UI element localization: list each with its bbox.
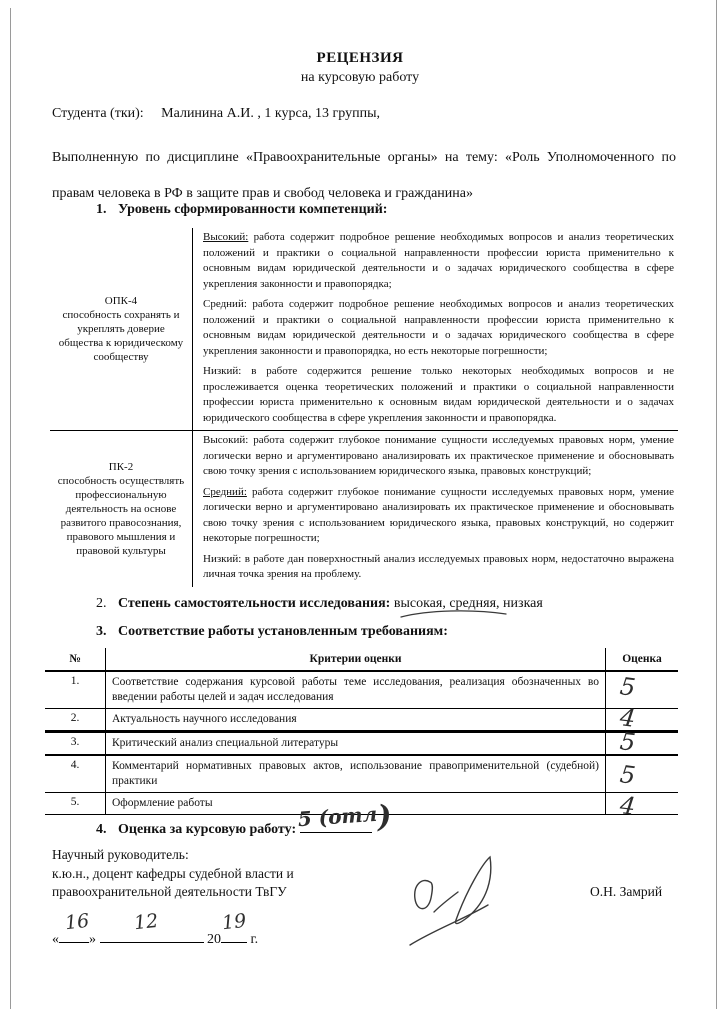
student-value: Малинина А.И. , 1 курса, 13 группы,	[161, 106, 380, 121]
level-label: Низкий:	[203, 552, 242, 565]
section-2-number: 2.	[96, 596, 107, 611]
table-row	[50, 431, 678, 587]
row-number: 1.	[45, 671, 106, 709]
table-header-row	[45, 648, 678, 671]
table-row	[50, 228, 678, 431]
level-paragraph	[203, 485, 674, 547]
handwritten-year: 19	[220, 909, 248, 935]
date-month-blank	[100, 909, 204, 943]
scan-border-left	[10, 8, 11, 1009]
level-label: Низкий:	[203, 365, 242, 377]
level-label: Средний:	[203, 485, 247, 498]
section-1-title: Уровень сформированности компетенций:	[118, 202, 388, 217]
section-1-heading	[96, 202, 387, 218]
discipline-paragraph: Выполненную по дисциплине «Правоохранительные органы» на тему: «Роль Уполномоченного по правам человека в РФ в защите прав и свобод человека и гражданина»	[52, 150, 676, 201]
score-cell	[606, 703, 679, 733]
row-number: 5.	[45, 793, 106, 815]
competency-code: ПК-2	[108, 460, 134, 473]
open-quote: «	[52, 932, 59, 947]
competency-code-cell	[50, 228, 193, 431]
section-4-number: 4.	[96, 822, 107, 837]
competency-code-cell	[50, 431, 193, 587]
title-block	[0, 48, 720, 88]
close-quote: »	[89, 932, 96, 947]
student-line	[52, 106, 676, 122]
supervisor-line1: к.ю.н., доцент кафедры судебной власти и	[52, 865, 294, 881]
level-text: работа содержит подробное решение необходимых вопросов и анализ теоретических положений и практики о социальной направленности профессии юриста применительно к основным видам юридической деятельности и о задачах юридического сообщества в сфере укрепления законности и правопорядка, но есть некоторые погрешности;	[203, 298, 674, 357]
section-1-number: 1.	[96, 202, 107, 217]
criterion-text: Соответствие содержания курсовой работы теме исследования, реализация обозначенных во введении работы целей и задач исследования	[106, 671, 606, 709]
level-text: работа содержит глубокое понимание сущности исследуемых правовых норм, умение логически верно и аргументировано анализировать их практическое применение и обосновывать свою точку зрения с использованием юридического языка, правовых конструкций, но содержит некоторые погрешности;	[203, 485, 675, 544]
handwritten-score: 5	[618, 727, 637, 757]
level-paragraph	[203, 433, 674, 480]
table-row	[45, 671, 678, 709]
student-label: Студента (тки):	[52, 106, 144, 121]
year-unit: г.	[250, 932, 259, 947]
criterion-text: Комментарий нормативных правовых актов, использование правоприменительной (судебной) практики	[106, 755, 606, 793]
date-day-blank	[59, 909, 91, 943]
table-row	[45, 732, 678, 756]
criterion-text: Оформление работы	[106, 793, 606, 815]
competency-levels-cell	[193, 431, 679, 587]
score-cell	[606, 727, 679, 757]
row-number: 2.	[45, 709, 106, 732]
year-prefix: 20	[207, 932, 221, 947]
level-text: работа содержит подробное решение необходимых вопросов и анализ теоретических положений и практики о социальной направленности профессии юриста применительно к основным видам юридической деятельности и о задачах юридического сообщества в сфере укрепления законности и правопорядка;	[203, 231, 674, 290]
section-3-number: 3.	[96, 624, 107, 639]
supervisor-block	[52, 846, 294, 902]
handwritten-day: 16	[63, 909, 91, 935]
level-paragraph	[203, 230, 674, 292]
level-label: Высокий:	[203, 231, 249, 243]
section-4-title: Оценка за курсовую работу:	[118, 822, 297, 837]
level-label: Высокий:	[203, 434, 249, 446]
document-title: РЕЦЕНЗИЯ	[316, 50, 404, 66]
document-subtitle: на курсовую работу	[300, 70, 420, 85]
level-paragraph	[203, 552, 674, 583]
score-cell	[606, 671, 679, 709]
grade-blank-line	[296, 798, 393, 835]
handwritten-score: 5	[618, 672, 637, 702]
supervisor-name: О.Н. Замрий	[590, 884, 663, 899]
section-3-heading	[96, 624, 448, 640]
row-number: 3.	[45, 732, 106, 756]
level-paragraph	[203, 297, 674, 359]
scan-border-right	[716, 0, 717, 1009]
row-number: 4.	[45, 755, 106, 793]
handwritten-score: 4	[618, 791, 637, 821]
section-3-title: Соответствие работы установленным требованиям:	[118, 624, 448, 639]
level-label: Средний:	[203, 298, 247, 310]
level-text: в работе дан поверхностный анализ исследуемых правовых норм, недостаточно выражена личная точка зрения на проблему.	[203, 552, 675, 580]
score-cell	[606, 755, 679, 793]
supervisor-label: Научный руководитель:	[52, 847, 189, 862]
handwritten-underline-mark	[398, 608, 510, 620]
level-paragraph	[203, 364, 674, 426]
level-text: работа содержит глубокое понимание сущности исследуемых правовых норм, умение логически верно и аргументировано анализировать их практическое применение и обосновывать свою точку зрения с использованием юридического языка, правовых конструкций;	[203, 434, 675, 477]
competency-name: способность сохранять и укреплять доверие общества к юридическому сообществу	[58, 309, 184, 363]
criterion-text: Критический анализ специальной литературы	[106, 732, 606, 756]
competency-levels-cell	[193, 228, 679, 431]
section-2-options: высокая, средняя, низкая	[393, 596, 543, 611]
competency-name: способность осуществлять профессиональную деятельность на основе развитого правосознания, правового мышления и правовой культуры	[57, 474, 185, 557]
header-criteria: Критерии оценки	[106, 648, 606, 671]
handwritten-score: 4	[618, 703, 637, 733]
criterion-text: Актуальность научного исследования	[106, 709, 606, 732]
signature-scribble	[400, 842, 540, 957]
supervisor-line2: правоохранительной деятельности ТвГУ	[52, 884, 287, 899]
header-score: Оценка	[606, 648, 679, 671]
header-num: №	[45, 648, 106, 671]
table-row	[45, 709, 678, 732]
handwritten-month: 12	[132, 909, 159, 935]
date-line	[52, 909, 259, 948]
section-2-title: Степень самостоятельности исследования:	[118, 596, 391, 611]
competency-table	[50, 228, 678, 587]
date-year-blank	[220, 909, 248, 943]
handwritten-score: 5	[618, 760, 637, 790]
score-cell	[606, 791, 679, 821]
table-row	[45, 755, 678, 793]
level-text: в работе содержится решение только некоторых необходимых вопросов и не прослеживается оценка теоретических положений и практики о социальной направленности профессии юриста применительно к основным видам юридической деятельности и о задачах юридического сообщества в сфере укрепления законности и правопорядка.	[203, 365, 674, 424]
competency-code: ОПК-4	[104, 295, 138, 307]
handwritten-grade: 5 (отл)	[296, 798, 393, 835]
